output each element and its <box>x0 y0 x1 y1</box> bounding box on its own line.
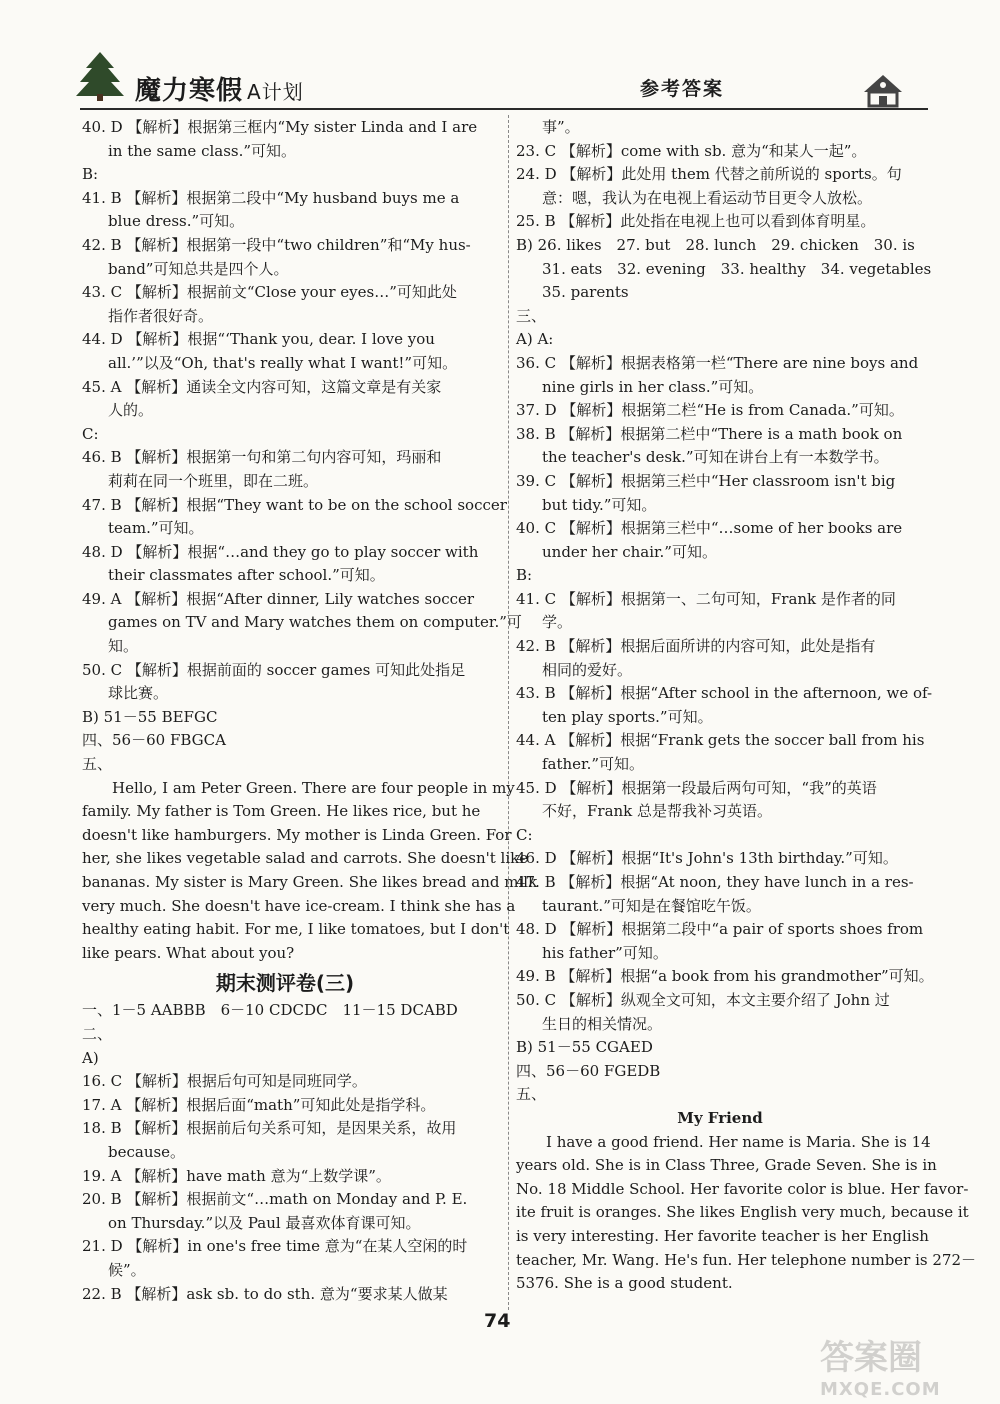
answer-key-line: 35. parents <box>542 283 629 302</box>
answer-line: 45. D 【解析】根据第一段最后两句可知，“我”的英语 <box>516 778 877 797</box>
answer-line: his father”可知。 <box>542 943 668 962</box>
answer-line: 38. B 【解析】根据第二栏中“There is a math book on <box>516 424 903 443</box>
answer-line: 46. D 【解析】根据“It's John's 13th birthday.”可知。 <box>516 849 898 868</box>
watermark <box>820 1330 980 1400</box>
answer-line: 49. A 【解析】根据“After dinner, Lily watches soccer <box>82 589 475 608</box>
right-column <box>516 116 977 1296</box>
brand-title: 魔力寒假 A计划 <box>135 76 304 106</box>
answer-line: 19. A 【解析】have math 意为“上数学课”。 <box>82 1166 391 1185</box>
essay-line: bananas. My sister is Mary Green. She likes bread and milk <box>82 873 538 891</box>
answer-line: 知。 <box>108 637 139 656</box>
page-number: 74 <box>484 1310 511 1332</box>
answer-line: 50. C 【解析】根据前面的 soccer games 可知此处指足 <box>82 660 466 679</box>
answer-line: 22. B 【解析】ask sb. to do sth. 意为“要求某人做某 <box>82 1284 448 1303</box>
answer-line: 人的。 <box>108 401 154 420</box>
answer-line: under her chair.”可知。 <box>542 542 717 561</box>
section-title: 参考答案 <box>640 78 725 100</box>
answer-line: 相同的爱好。 <box>542 660 633 679</box>
subsection-label: C: <box>516 825 533 844</box>
answer-line: 48. D 【解析】根据第二段中“a pair of sports shoes from <box>516 920 924 939</box>
watermark-text: 答案圈 <box>820 1338 922 1378</box>
answer-line: 17. A 【解析】根据后面“math”可知此处是指学科。 <box>82 1095 436 1114</box>
answer-key-line: 一、1－5 AABBB 6－10 CDCDC 11－15 DCABD <box>82 1001 458 1020</box>
answer-line: 24. D 【解析】此处用 them 代替之前所说的 sports。句 <box>516 165 902 184</box>
answer-line: 候”。 <box>108 1260 146 1279</box>
answer-line: 球比赛。 <box>108 684 169 703</box>
answer-line: 50. C 【解析】纵观全文可知，本文主要介绍了 John 过 <box>516 990 890 1009</box>
answer-line: 学。 <box>542 613 573 632</box>
answer-line: father.”可知。 <box>542 755 645 774</box>
answer-line: 20. B 【解析】根据前文“…math on Monday and P. E. <box>82 1190 468 1209</box>
left-column <box>82 116 538 1306</box>
answer-line: 40. C 【解析】根据第三栏中“…some of her books are <box>516 519 903 538</box>
answer-line: ten play sports.”可知。 <box>542 707 713 726</box>
answer-line: 21. D 【解析】in one's free time 意为“在某人空闲的时 <box>82 1237 468 1256</box>
answer-line: the teacher's desk.”可知在讲台上有一本数学书。 <box>542 448 889 467</box>
answer-line: 49. B 【解析】根据“a book from his grandmother”可知。 <box>516 967 934 986</box>
answer-line: team.”可知。 <box>108 519 204 538</box>
answer-line: blue dress.”可知。 <box>108 212 245 231</box>
answer-key-line: B) 51－55 BEFGC <box>82 707 218 726</box>
answer-line: on Thursday.”以及 Paul 最喜欢体育课可知。 <box>108 1213 421 1232</box>
answer-line: 43. C 【解析】根据前文“Close your eyes…”可知此处 <box>82 283 457 302</box>
answer-line: band”可知总共是四个人。 <box>108 259 289 278</box>
answer-line: in the same class.”可知。 <box>108 141 297 160</box>
essay-line: I have a good friend. Her name is Maria. She is 14 <box>546 1132 931 1151</box>
essay-line: like pears. What about you? <box>82 943 295 962</box>
snow-house-icon <box>858 72 908 112</box>
essay-line: Hello, I am Peter Green. There are four people in my <box>112 778 515 797</box>
answer-line: 47. B 【解析】根据“They want to be on the school soccer <box>82 495 507 514</box>
essay-line: healthy eating habit. For me, I like tomatoes, but I don't <box>82 920 510 939</box>
answer-key-line: 31. eats 32. evening 33. healthy 34. vegetables <box>542 259 932 278</box>
subsection-label: 五、 <box>516 1085 547 1104</box>
answer-line: 意：嗯，我认为在电视上看运动节目更令人放松。 <box>542 188 873 207</box>
answer-line: 39. C 【解析】根据第三栏中“Her classroom isn't big <box>516 471 896 490</box>
answer-line: 41. B 【解析】根据第二段中“My husband buys me a <box>82 188 460 207</box>
answer-line: 16. C 【解析】根据后句可知是同班同学。 <box>82 1072 367 1091</box>
essay-line: very much. She doesn't have ice-cream. I think she has a <box>82 896 516 915</box>
subsection-label: 三、 <box>516 306 547 325</box>
answer-line: 23. C 【解析】come with sb. 意为“和某人一起”。 <box>516 141 867 160</box>
subsection-label: A) A: <box>516 330 554 349</box>
subsection-label: 五、 <box>82 755 113 774</box>
subsection-label: C: <box>82 424 99 443</box>
essay-line: family. My father is Tom Green. He likes rice, but he <box>82 802 481 821</box>
subsection-label: B: <box>516 566 533 585</box>
essay-line: teacher, Mr. Wang. He's fun. Her telephone number is 272－ <box>516 1250 977 1269</box>
essay-line: years old. She is in Class Three, Grade Seven. She is in <box>516 1156 937 1175</box>
answer-line: 42. B 【解析】根据后面所讲的内容可知，此处是指有 <box>516 637 876 656</box>
answer-key-line: B) 26. likes 27. but 28. lunch 29. chicken 30. is <box>516 235 915 254</box>
essay-line: her, she likes vegetable salad and carrots. She doesn't like <box>82 849 529 868</box>
answer-key-line: 四、56－60 FBGCA <box>82 731 226 750</box>
answer-line: but tidy.”可知。 <box>542 495 657 514</box>
essay-title: My Friend <box>677 1108 763 1127</box>
answer-line: 18. B 【解析】根据前后句关系可知，是因果关系，故用 <box>82 1119 457 1138</box>
answer-line: taurant.”可知是在餐馆吃午饭。 <box>542 896 761 915</box>
answer-line: all.’”以及“Oh, that's really what I want!”可知。 <box>108 353 458 372</box>
answer-line: 42. B 【解析】根据第一段中“two children”和“My hus- <box>82 235 471 254</box>
column-divider <box>508 115 509 1310</box>
answer-key-line: B) 51－55 CGAED <box>516 1038 653 1057</box>
exam-section-title: 期末测评卷(三) <box>215 971 355 996</box>
watermark-url: MXQE.COM <box>820 1379 941 1400</box>
answer-line: 莉莉在同一个班里，即在二班。 <box>108 471 319 490</box>
answer-line: 47. B 【解析】根据“At noon, they have lunch in a res- <box>516 873 914 891</box>
essay-line: doesn't like hamburgers. My mother is Linda Green. For <box>82 825 512 844</box>
answer-line: 41. C 【解析】根据第一、二句可知，Frank 是作者的同 <box>516 589 896 608</box>
answer-key-line: 四、56－60 FGEDB <box>516 1061 661 1080</box>
subsection-label: A) <box>82 1048 99 1067</box>
answer-line: 40. D 【解析】根据第三框内“My sister Linda and I are <box>82 118 478 136</box>
page-header <box>0 0 1000 115</box>
answer-line: 44. D 【解析】根据“‘Thank you, dear. I love you <box>82 330 435 349</box>
essay-line: No. 18 Middle School. Her favorite color is blue. Her favor- <box>516 1179 969 1198</box>
answer-line: 生日的相关情况。 <box>542 1014 663 1033</box>
answer-line: 44. A 【解析】根据“Frank gets the soccer ball from his <box>516 731 925 750</box>
brand-subtitle: A计划 <box>247 80 304 104</box>
answer-line: 25. B 【解析】此处指在电视上也可以看到体育明星。 <box>516 212 876 231</box>
answer-line: nine girls in her class.”可知。 <box>542 377 764 396</box>
header-rule <box>80 108 928 110</box>
answer-line: because。 <box>108 1142 186 1161</box>
subsection-label: B: <box>82 165 99 184</box>
answer-line: 37. D 【解析】根据第二栏“He is from Canada.”可知。 <box>516 401 904 420</box>
answer-line: 指作者很好奇。 <box>108 306 214 325</box>
essay-line: is very interesting. Her favorite teacher is her English <box>516 1226 929 1245</box>
answer-line: games on TV and Mary watches them on computer.”可 <box>108 613 522 632</box>
essay-line: 5376. She is a good student. <box>516 1274 733 1293</box>
answer-line: 48. D 【解析】根据“…and they go to play soccer with <box>82 542 479 561</box>
answer-line: 45. A 【解析】通读全文内容可知，这篇文章是有关家 <box>82 377 442 396</box>
answer-line: their classmates after school.”可知。 <box>108 566 385 585</box>
christmas-tree-icon <box>72 50 128 102</box>
answer-line: 46. B 【解析】根据第一句和第二句内容可知，玛丽和 <box>82 448 442 467</box>
answer-line: 不好，Frank 总是帮我补习英语。 <box>542 802 773 821</box>
subsection-label: 二、 <box>82 1024 113 1043</box>
answer-line: 事”。 <box>542 118 580 136</box>
answer-line: 43. B 【解析】根据“After school in the afternoon, we of- <box>516 684 933 703</box>
essay-line: ite fruit is oranges. She likes English very much, because it <box>516 1203 969 1222</box>
answer-line: 36. C 【解析】根据表格第一栏“There are nine boys and <box>516 353 919 372</box>
